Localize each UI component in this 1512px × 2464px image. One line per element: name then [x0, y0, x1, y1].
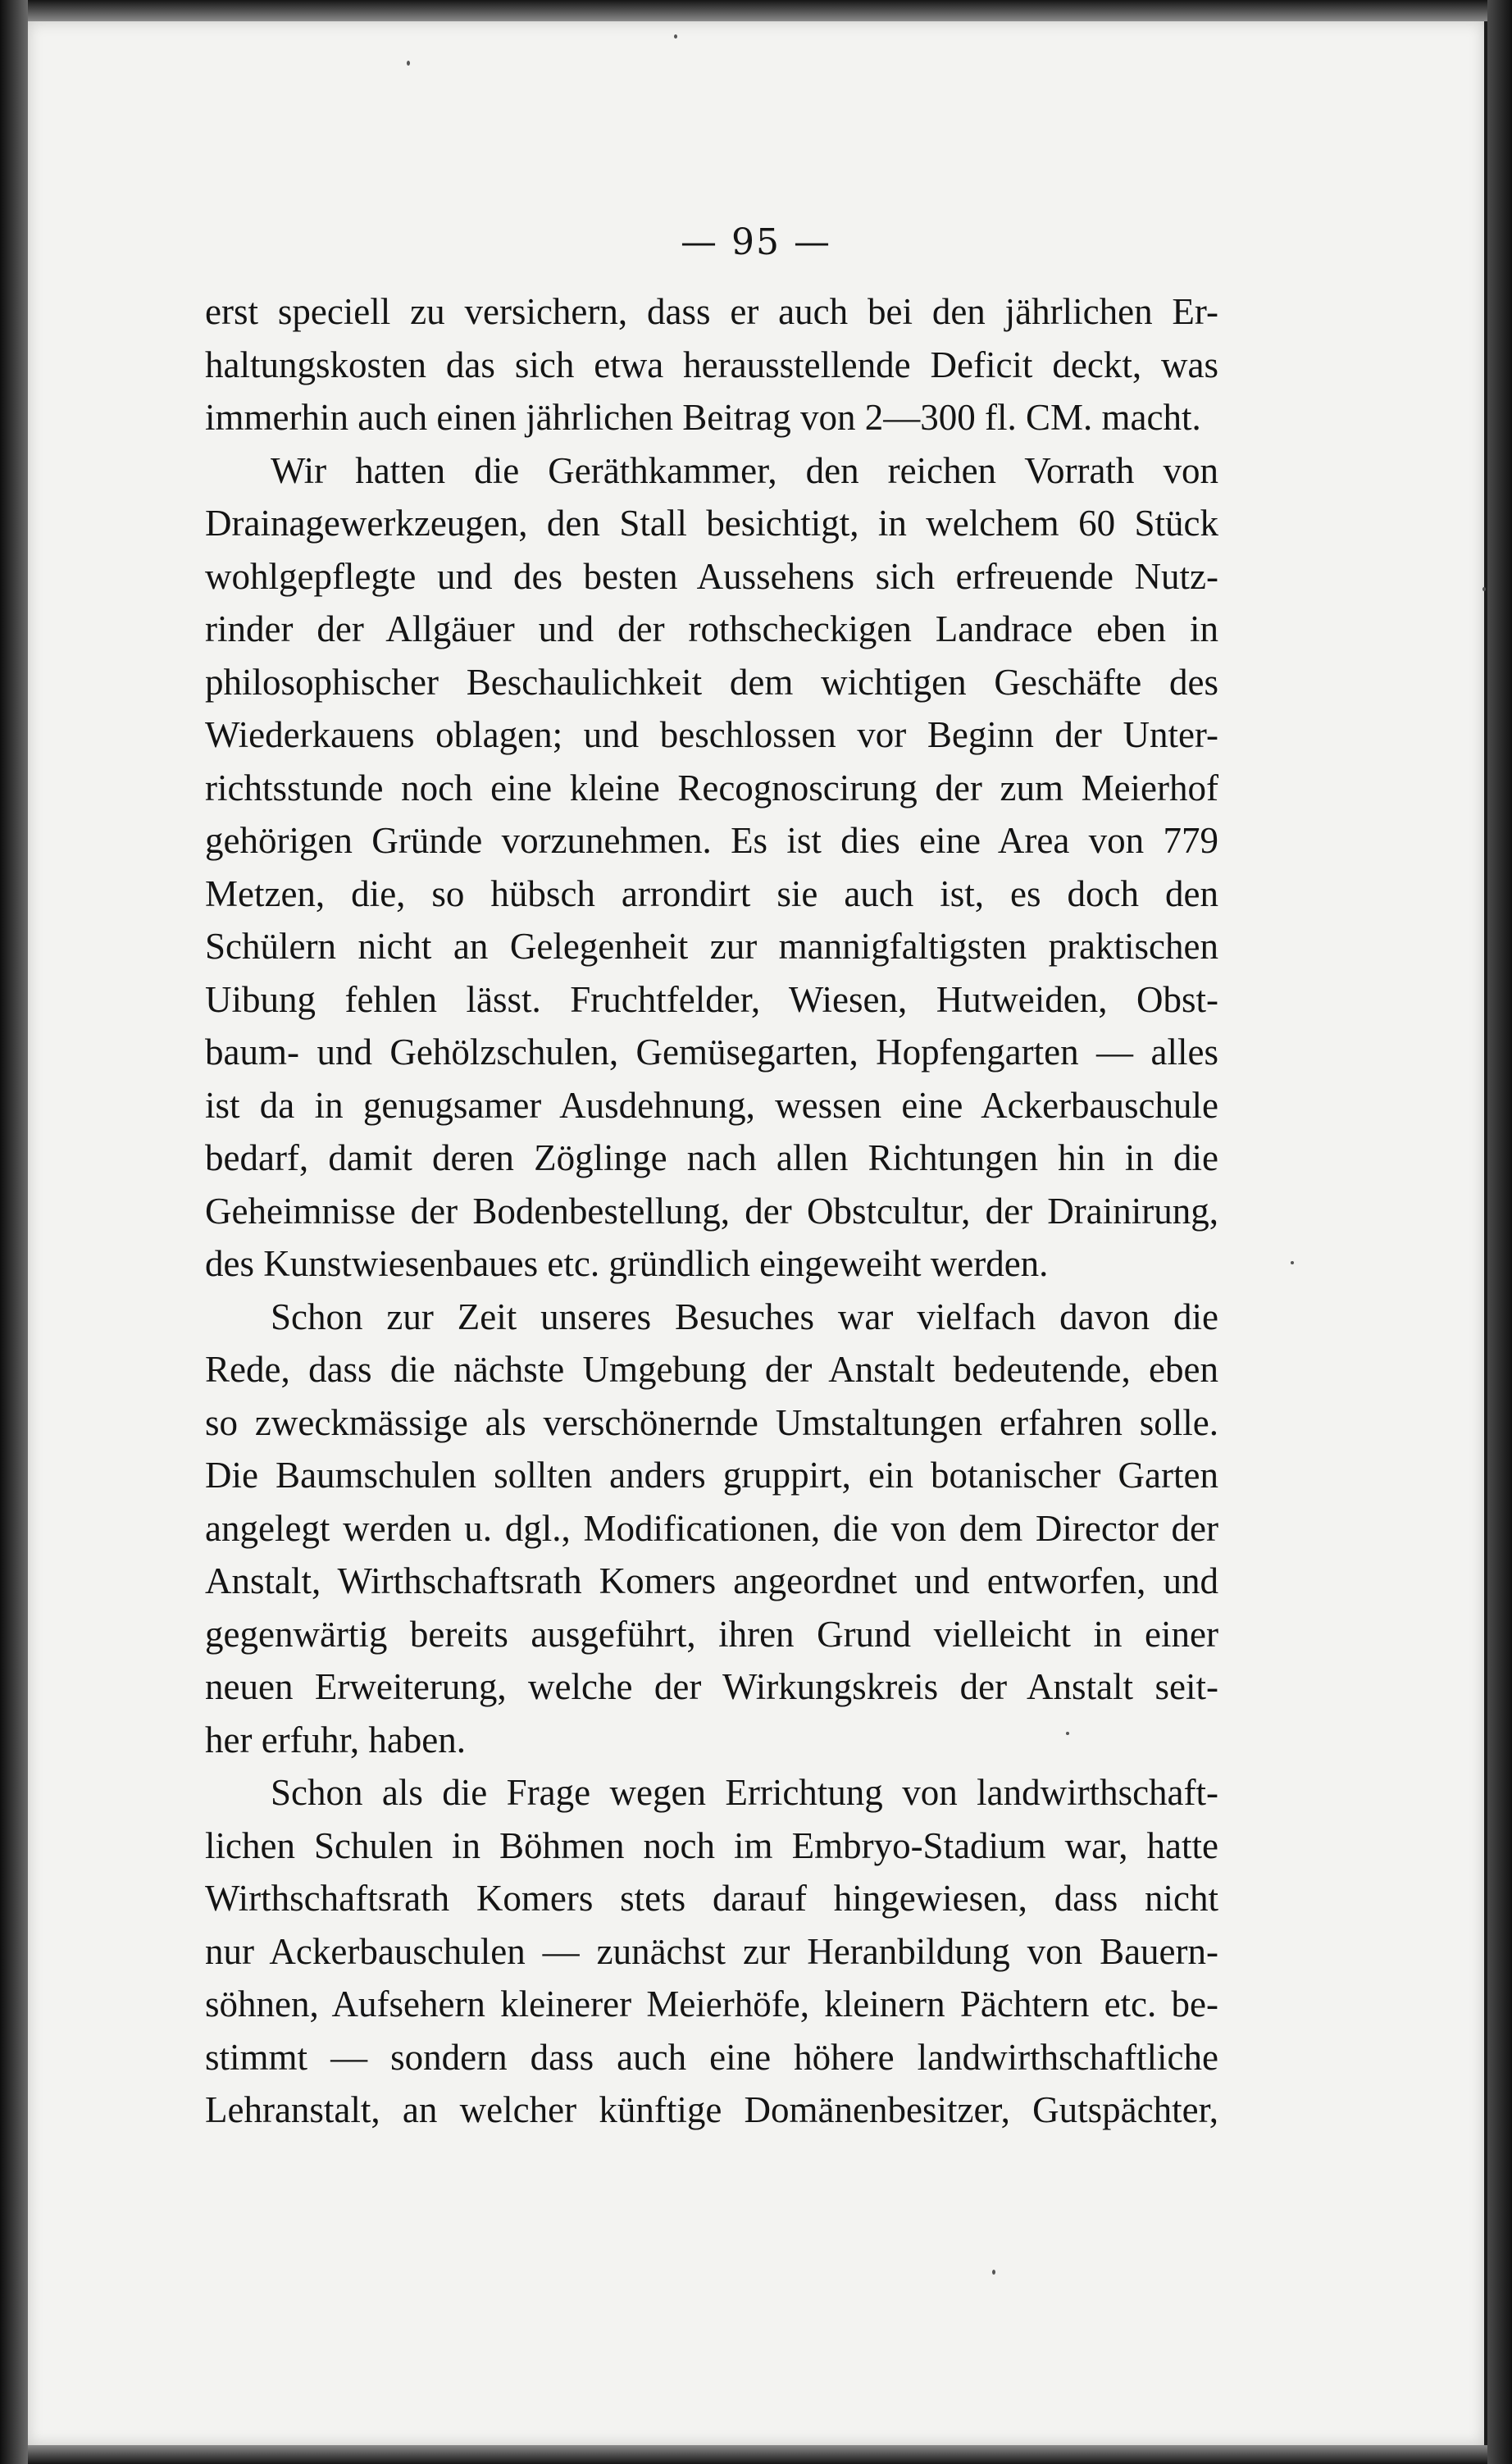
text-line: rinder der Allgäuer und der rothscheckigen Landrace eben in [205, 608, 1218, 649]
text-line: Rede, dass die nächste Umgebung der Anstalt bedeutende, eben [205, 1349, 1218, 1390]
text-line: so zweckmässige als verschönernde Umstaltungen erfahren solle. [205, 1401, 1218, 1443]
text-line: gegenwärtig bereits ausgeführt, ihren Grund vielleicht in einer [205, 1613, 1218, 1655]
text-line: baum- und Gehölzschulen, Gemüsegarten, Hopfengarten — alles [205, 1032, 1218, 1073]
text-line: immerhin auch einen jährlichen Beitrag von 2—300 fl. CM. macht. [205, 397, 1201, 438]
text-line: Lehranstalt, an welcher künftige Domänenbesitzer, Gutspächter, [205, 2089, 1218, 2130]
text-line: erst speciell zu versichern, dass er auch bei den jährlichen Er- [205, 291, 1218, 332]
text-line: philosophischer Beschaulichkeit dem wichtigen Geschäfte des [205, 661, 1218, 703]
text-line: gehörigen Gründe vorzunehmen. Es ist dies eine Area von 779 [205, 820, 1218, 861]
scan-edge-bottom [0, 2445, 1512, 2464]
scan-edge-top [0, 0, 1512, 21]
text-line: angelegt werden u. dgl., Modificationen, die von dem Director der [205, 1507, 1218, 1549]
text-line: stimmt — sondern dass auch eine höhere landwirthschaftliche [205, 2036, 1218, 2078]
text-line: Schon zur Zeit unseres Besuches war vielfach davon die [271, 1296, 1218, 1337]
text-line: Geheimnisse der Bodenbestellung, der Obstcultur, der Drainirung, [205, 1190, 1218, 1232]
text-line: Wir hatten die Geräthkammer, den reichen Vorrath von [271, 449, 1218, 491]
text-line: ist da in genugsamer Ausdehnung, wessen eine Ackerbauschule [205, 1084, 1218, 1126]
text-line: des Kunstwiesenbaues etc. gründlich eingeweiht werden. [205, 1243, 1049, 1284]
text-line: bedarf, damit deren Zöglinge nach allen Richtungen hin in die [205, 1137, 1218, 1178]
text-line: Schülern nicht an Gelegenheit zur mannigfaltigsten praktischen [205, 926, 1218, 967]
text-line: Wiederkauens oblagen; und beschlossen vor Beginn der Unter- [205, 714, 1218, 755]
scan-speck [1482, 587, 1486, 591]
scan-speck [1291, 1261, 1294, 1264]
scan-edge-left [0, 0, 28, 2464]
scan-edge-right [1487, 0, 1512, 2464]
text-line: wohlgepflegte und des besten Aussehens sich erfreuende Nutz- [205, 555, 1218, 597]
text-line: Uibung fehlen lässt. Fruchtfelder, Wiesen, Hutweiden, Obst- [205, 978, 1218, 1020]
text-line: haltungskosten das sich etwa herausstellende Deficit deckt, was [205, 344, 1218, 385]
text-line: neuen Erweiterung, welche der Wirkungskreis der Anstalt seit- [205, 1666, 1218, 1707]
page-number: — 95 — [681, 221, 831, 263]
body-text [205, 285, 1218, 2137]
scan-speck [407, 61, 410, 66]
text-line: richtsstunde noch eine kleine Recognoscirung der zum Meierhof [205, 767, 1218, 808]
text-line: Die Baumschulen sollten anders gruppirt, ein botanischer Garten [205, 1455, 1218, 1496]
text-line: Anstalt, Wirthschaftsrath Komers angeordnet und entworfen, und [205, 1560, 1218, 1601]
text-line: nur Ackerbauschulen — zunächst zur Heranbildung von Bauern- [205, 1930, 1218, 1972]
text-line: Schon als die Frage wegen Errichtung von landwirthschaft- [271, 1772, 1218, 1813]
text-line: Drainagewerkzeugen, den Stall besichtigt, in welchem 60 Stück [205, 503, 1218, 544]
scan-speck [992, 2270, 995, 2275]
text-line: Metzen, die, so hübsch arrondirt sie auch ist, es doch den [205, 872, 1218, 914]
text-line: Wirthschaftsrath Komers stets darauf hingewiesen, dass nicht [205, 1878, 1218, 1919]
text-line: lichen Schulen in Böhmen noch im Embryo-Stadium war, hatte [205, 1824, 1218, 1866]
text-line: söhnen, Aufsehern kleinerer Meierhöfe, kleinern Pächtern etc. be- [205, 1983, 1218, 2024]
scan-speck [674, 34, 677, 39]
text-line: her erfuhr, haben. [205, 1719, 467, 1760]
